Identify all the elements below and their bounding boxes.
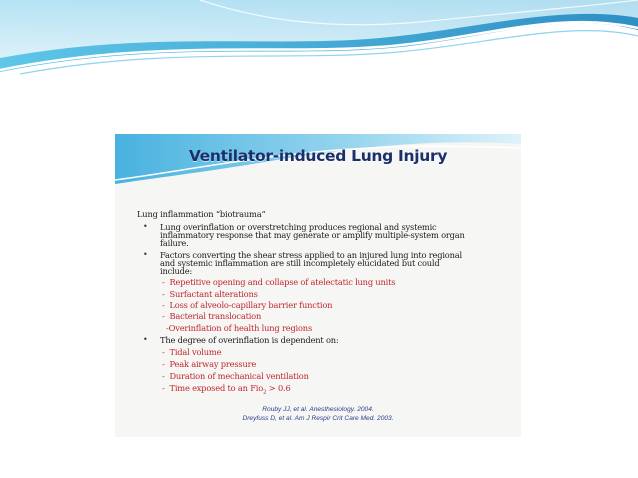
bullet2-line2: and systemic inflammation are still incompletely elucidated but could [160,258,440,268]
factor-item: - Surfactant alterations [162,289,258,299]
factor-item: - Loss of alveolo-capillary barrier function [162,300,333,310]
factor-item-extra: -Overinflation of health lung regions [166,323,312,333]
header-wave-decoration [0,0,638,80]
bullet1-line2: inflammatory response that may generate or amplify multiple-system organ [160,230,465,240]
determinant-item: - Duration of mechanical ventilation [162,371,309,381]
bullet1-line1: Lung overinflation or overstretching produces regional and systemic [160,222,437,232]
bullet3-text: The degree of overinflation is dependent on: [160,335,339,345]
slide-image [115,134,521,437]
determinant-item: - Peak airway pressure [162,359,257,369]
bullet-marker: • [143,250,148,259]
bullet-marker: • [143,335,148,344]
determinant-item: - Tidal volume [162,347,222,357]
reference-line: Rouby JJ, et al. Anesthesiology. 2004. [262,406,374,413]
factor-item: - Bacterial translocation [162,311,262,321]
bullet2-line3: include: [160,266,193,276]
bullet-marker: • [143,222,148,231]
determinant-item: - Time exposed to an Fio$_2$ > 0.6 [162,383,291,396]
bullet2-line1: Factors converting the shear stress applied to an injured lung into regional [160,250,462,260]
section-heading: Lung inflammation “biotrauma” [137,209,266,219]
bullet1-line3: failure. [160,238,189,248]
slide-title: Ventilator-induced Lung Injury [188,147,448,165]
factor-item: - Repetitive opening and collapse of atelectatic lung units [162,277,396,287]
reference-line: Dreyfuss D, et al. Am J Respir Crit Care Med. 2003. [242,415,394,422]
